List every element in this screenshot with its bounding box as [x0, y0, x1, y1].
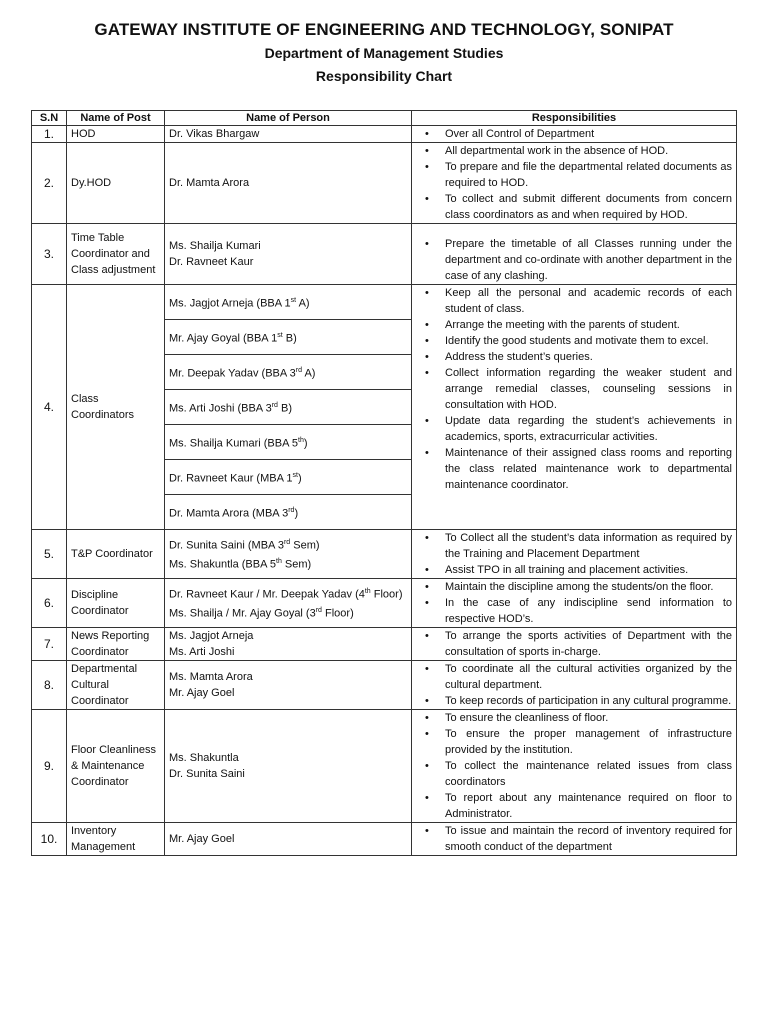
responsibility-list	[412, 823, 732, 855]
person-name-text: Mr. Ajay Goyal (BBA 1	[169, 332, 278, 345]
row-post: Inventory Management	[67, 823, 165, 856]
person-class-suffix: Sem)	[290, 540, 320, 552]
chart-title: Responsibility Chart	[315, 68, 453, 84]
row-person-cell	[165, 126, 412, 143]
person-name-text: Dr. Sunita Saini (MBA 3	[169, 540, 284, 552]
person-name	[169, 363, 407, 382]
row-person-cell	[165, 530, 412, 579]
person-name-text: Ms. Shailja Kumari (BBA 5	[169, 437, 298, 450]
row-responsibilities	[412, 628, 737, 661]
responsibility-item: • To collect the maintenance related issues from class coordinators	[412, 758, 732, 790]
person-name-text: Mr. Deepak Yadav (BBA 3	[169, 367, 296, 380]
ordinal-suffix: th	[276, 558, 282, 565]
col-header-person: Name of Person	[165, 111, 412, 126]
responsibility-item: • Maintenance of their assigned class rooms and reporting the class related maintenance work to departmental maintenance coordinator.	[412, 445, 732, 493]
responsibility-list	[412, 661, 732, 709]
row-responsibilities	[412, 579, 737, 628]
responsibility-item: • Keep all the personal and academic records of each student of class.	[412, 285, 732, 317]
row-sn: 2.	[32, 143, 67, 224]
ordinal-suffix: rd	[283, 539, 291, 547]
person-name: Dr. Sunita Saini	[169, 768, 245, 780]
responsibility-list	[412, 710, 732, 822]
person-name	[169, 535, 407, 554]
responsibility-item: • Arrange the meeting with the parents of student.	[412, 317, 732, 333]
responsibility-item: • Update data regarding the student’s achievements in academics, sports, extracurricular activities.	[412, 413, 732, 445]
ordinal-suffix: th	[298, 436, 304, 444]
table-row	[32, 285, 737, 320]
row-responsibilities	[412, 530, 737, 579]
responsibility-item: • In the case of any indiscipline send information to respective HOD’s.	[412, 595, 732, 627]
row-responsibilities	[412, 143, 737, 224]
responsibility-item: • To issue and maintain the record of inventory required for smooth conduct of the department	[412, 823, 732, 855]
person-name-text: Ms. Arti Joshi (BBA 3	[169, 402, 272, 415]
person-name	[169, 584, 407, 603]
person-class-suffix: B)	[282, 332, 297, 345]
person-name-text: Dr. Mamta Arora (MBA 3	[169, 507, 289, 520]
responsibility-item: • To report about any maintenance required on floor to Administrator.	[412, 790, 732, 822]
ordinal-suffix: st	[292, 471, 298, 479]
responsibility-item: • To keep records of participation in any cultural programme.	[412, 693, 732, 709]
row-person-cell	[165, 628, 412, 661]
row-post: Departmental Cultural Coordinator	[67, 661, 165, 710]
responsibility-item: • Maintain the discipline among the students/on the floor.	[412, 579, 732, 595]
person-name	[169, 328, 407, 347]
row-person-cell	[165, 285, 412, 320]
person-name: Ms. Shailja Kumari	[169, 240, 261, 252]
department-title: Department of Management Studies	[264, 45, 504, 61]
responsibility-list	[412, 579, 732, 627]
table-row	[32, 710, 737, 823]
row-post: Discipline Coordinator	[67, 579, 165, 628]
person-class-suffix: A)	[302, 367, 316, 380]
ordinal-suffix: rd	[315, 607, 322, 614]
person-name	[169, 293, 407, 312]
person-class-suffix: )	[297, 472, 302, 485]
responsibility-item: • Address the student’s queries.	[412, 349, 732, 365]
row-sn: 8.	[32, 661, 67, 710]
person-name-text: Ms. Shakuntla (BBA 5	[169, 558, 276, 571]
responsibility-item: • To ensure the cleanliness of floor.	[412, 710, 732, 726]
row-post: Time Table Coordinator and Class adjustment	[67, 224, 165, 285]
person-name: Ms. Jagjot Arneja	[169, 630, 254, 642]
row-post: HOD	[67, 126, 165, 143]
row-person-cell	[165, 823, 412, 856]
table-row	[32, 628, 737, 661]
person-name	[169, 468, 407, 487]
responsibility-item: • Prepare the timetable of all Classes running under the department and co-ordinate with another department in the case of any clashing.	[412, 236, 732, 284]
institute-title: GATEWAY INSTITUTE OF ENGINEERING AND TECHNOLOGY, SONIPAT	[94, 20, 674, 39]
responsibility-list	[412, 530, 732, 578]
row-responsibilities	[412, 224, 737, 285]
row-sn: 1.	[32, 126, 67, 143]
responsibility-item: • To arrange the sports activities of Department with the consultation of sports in-charge.	[412, 628, 732, 660]
row-responsibilities	[412, 285, 737, 530]
row-responsibilities	[412, 126, 737, 143]
table-row	[32, 579, 737, 628]
table-row	[32, 224, 737, 285]
person-name: Ms. Mamta Arora	[169, 671, 253, 683]
row-person-cell	[165, 224, 412, 285]
row-responsibilities	[412, 710, 737, 823]
person-name: Dr. Ravneet Kaur	[169, 256, 254, 268]
col-header-post: Name of Post	[67, 111, 165, 126]
person-name-text: Ms. Jagjot Arneja (BBA 1	[169, 297, 291, 310]
responsibility-list	[412, 143, 732, 223]
col-header-sn: S.N	[32, 111, 67, 126]
person-name-text: Dr. Ravneet Kaur / Mr. Deepak Yadav (4	[169, 589, 365, 601]
responsibility-table	[31, 110, 737, 856]
col-header-responsibilities: Responsibilities	[412, 111, 737, 126]
responsibility-list	[412, 126, 732, 142]
person-name	[169, 503, 407, 522]
person-class-suffix: Floor)	[321, 607, 354, 620]
person-class-suffix: Sem)	[281, 558, 312, 571]
responsibility-list	[412, 285, 732, 493]
row-person-cell	[165, 661, 412, 710]
person-class-suffix: Floor)	[370, 589, 403, 601]
responsibility-item: • To collect and submit different documents from concern class coordinators as and when required by HOD.	[412, 191, 732, 223]
person-name	[169, 554, 407, 573]
person-name-text: Ms. Shailja / Mr. Ajay Goyal (3	[169, 607, 316, 620]
responsibility-item: • To prepare and file the departmental related documents as required to HOD.	[412, 159, 732, 191]
table-body	[32, 126, 737, 856]
row-post: Dy.HOD	[67, 143, 165, 224]
row-person-cell	[165, 495, 412, 530]
row-sn: 6.	[32, 579, 67, 628]
row-post: News Reporting Coordinator	[67, 628, 165, 661]
row-sn: 4.	[32, 285, 67, 530]
table-row	[32, 143, 737, 224]
row-responsibilities	[412, 661, 737, 710]
row-sn: 5.	[32, 530, 67, 579]
row-post: T&P Coordinator	[67, 530, 165, 579]
row-person-cell	[165, 710, 412, 823]
ordinal-suffix: th	[364, 588, 371, 596]
row-post: Floor Cleanliness & Maintenance Coordinator	[67, 710, 165, 823]
person-name	[169, 398, 407, 417]
row-sn: 7.	[32, 628, 67, 661]
responsibility-item: • To ensure the proper management of infrastructure provided by the institution.	[412, 726, 732, 758]
person-class-suffix: A)	[296, 297, 310, 310]
person-name: Ms. Arti Joshi	[169, 646, 235, 658]
table-header-row	[32, 111, 737, 126]
person-name: Dr. Vikas Bhargaw	[169, 128, 260, 140]
responsibility-list	[412, 628, 732, 660]
table-row	[32, 823, 737, 856]
responsibility-item: • Assist TPO in all training and placement activities.	[412, 562, 732, 578]
ordinal-suffix: rd	[271, 401, 278, 409]
person-name: Mr. Ajay Goel	[169, 687, 235, 699]
row-sn: 10.	[32, 823, 67, 856]
row-person-cell	[165, 320, 412, 355]
row-person-cell	[165, 460, 412, 495]
ordinal-suffix: rd	[295, 366, 303, 374]
row-person-cell	[165, 425, 412, 460]
responsibility-item: • All departmental work in the absence of HOD.	[412, 143, 732, 159]
row-person-cell	[165, 355, 412, 390]
responsibility-item: • Identify the good students and motivate them to excel.	[412, 333, 732, 349]
person-class-suffix: )	[303, 437, 308, 450]
table-row	[32, 661, 737, 710]
ordinal-suffix: rd	[288, 506, 295, 514]
responsibility-item: • Collect information regarding the weaker student and arrange remedial classes, counseling sessions in consultation with HOD.	[412, 365, 732, 413]
person-name: Mr. Ajay Goel	[169, 833, 235, 845]
row-person-cell	[165, 579, 412, 628]
person-name	[169, 433, 407, 452]
ordinal-suffix: st	[277, 331, 283, 339]
responsibility-item: • To Collect all the student’s data information as required by the Training and Placement Department	[412, 530, 732, 562]
person-name	[169, 603, 407, 622]
person-class-suffix: B)	[277, 402, 292, 415]
person-class-suffix: )	[294, 507, 299, 520]
row-sn: 3.	[32, 224, 67, 285]
table-row	[32, 126, 737, 143]
row-post: Class Coordinators	[67, 285, 165, 530]
row-sn: 9.	[32, 710, 67, 823]
person-name: Dr. Mamta Arora	[169, 177, 250, 189]
row-person-cell	[165, 143, 412, 224]
table-row	[32, 530, 737, 579]
row-person-cell	[165, 390, 412, 425]
person-name: Ms. Shakuntla	[169, 752, 239, 764]
ordinal-suffix: st	[290, 296, 297, 304]
row-responsibilities	[412, 823, 737, 856]
person-name-text: Dr. Ravneet Kaur (MBA 1	[169, 472, 293, 485]
responsibility-item: • Over all Control of Department	[412, 126, 732, 142]
responsibility-list	[412, 236, 732, 284]
responsibility-item: • To coordinate all the cultural activities organized by the cultural department.	[412, 661, 732, 693]
